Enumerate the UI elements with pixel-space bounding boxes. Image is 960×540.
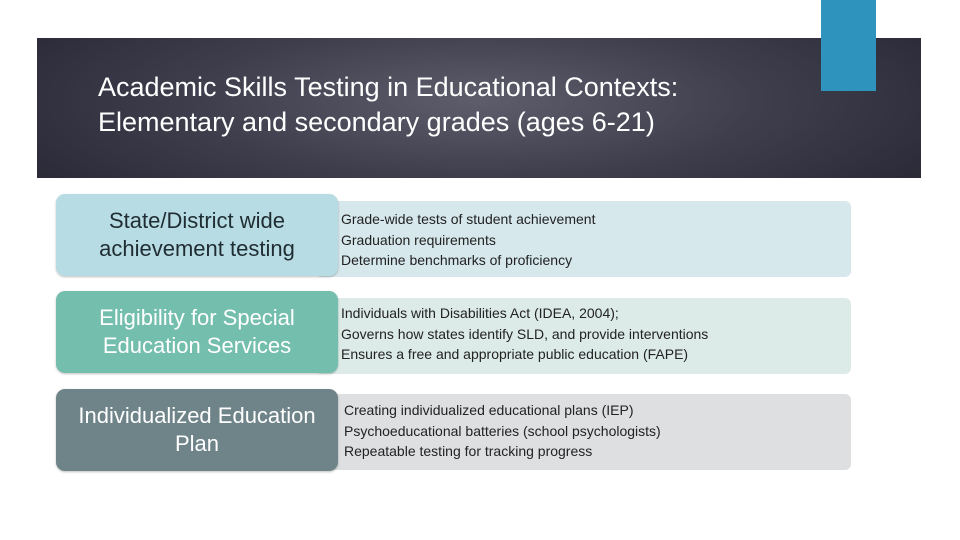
- list-item: • Grade-wide tests of student achievement: [330, 209, 851, 230]
- label-text: Individualized Education Plan: [78, 403, 316, 456]
- list-item: • Ensures a free and appropriate public education (FAPE): [330, 344, 851, 365]
- detail-box-achievement-testing: [315, 201, 851, 277]
- list-item: • Individuals with Disabilities Act (IDEA, 2004);: [330, 303, 851, 324]
- list-item: • Graduation requirements: [330, 230, 851, 251]
- list-item: • Creating individualized educational plans (IEP): [330, 400, 851, 421]
- list-item: • Repeatable testing for tracking progress: [330, 441, 851, 462]
- bullet-list: [330, 209, 851, 271]
- label-box-achievement-testing: [56, 194, 338, 276]
- detail-box-special-education: [315, 298, 851, 374]
- slide-title: [98, 70, 818, 140]
- label-box-special-education: [56, 291, 338, 373]
- list-item: • Determine benchmarks of proficiency: [330, 250, 851, 271]
- list-item: • Psychoeducational batteries (school psychologists): [330, 421, 851, 442]
- title-line-2: Elementary and secondary grades (ages 6-21): [98, 107, 655, 137]
- label-text: Eligibility for Special Education Services: [99, 305, 295, 358]
- label-box-iep: [56, 389, 338, 471]
- list-item: • Governs how states identify SLD, and provide interventions: [330, 324, 851, 345]
- bullet-list: [330, 303, 851, 365]
- title-line-1: Academic Skills Testing in Educational Contexts:: [98, 72, 679, 102]
- detail-box-iep: [315, 394, 851, 470]
- label-text: State/District wide achievement testing: [99, 208, 295, 261]
- accent-bar: [821, 0, 876, 91]
- bullet-list: [330, 400, 851, 462]
